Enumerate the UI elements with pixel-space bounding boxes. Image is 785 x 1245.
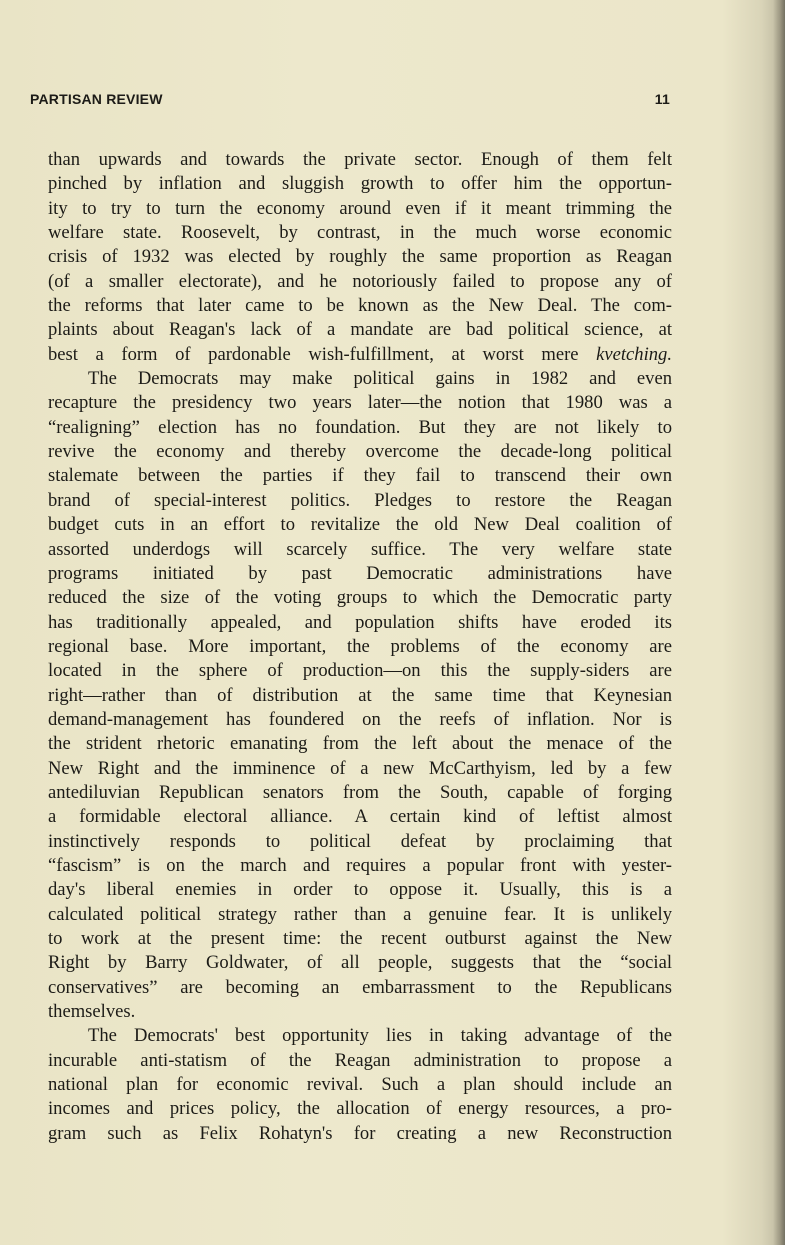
- text-line: conservatives” are becoming an embarrassment to the Republicans: [48, 976, 672, 998]
- text-line: incurable anti-statism of the Reagan administration to propose a: [48, 1049, 672, 1071]
- italic-word: kvetching.: [596, 343, 672, 365]
- text-line: a formidable electoral alliance. A certain kind of leftist almost: [48, 806, 672, 828]
- text-line: Right by Barry Goldwater, of all people, suggests that the “social: [48, 952, 672, 974]
- text-line: than upwards and towards the private sector. Enough of them felt: [48, 149, 672, 170]
- text-line: ity to try to turn the economy around even if it meant trimming the: [48, 197, 672, 219]
- running-head: [30, 91, 670, 113]
- text-line: themselves.: [48, 1001, 136, 1023]
- text-line: programs initiated by past Democratic administrations have: [48, 562, 672, 584]
- text-line: right—rather than of distribution at the same time that Keynesian: [48, 684, 672, 706]
- text-line: brand of special-interest politics. Pledges to restore the Reagan: [48, 489, 672, 511]
- text-line: located in the sphere of production—on this the supply-siders are: [48, 660, 672, 682]
- text-line: pinched by inflation and sluggish growth to offer him the opportun-: [48, 173, 672, 195]
- paragraph-3: [48, 1024, 672, 1146]
- text-line: The Democrats may make political gains in 1982 and even: [88, 368, 672, 390]
- text-line: reduced the size of the voting groups to which the Democratic party: [48, 587, 672, 609]
- body-text: [48, 148, 672, 1146]
- text-line-start: best a form of pardonable wish-fulfillment, at worst mere: [48, 343, 597, 365]
- text-line: New Right and the imminence of a new McCarthyism, led by a few: [48, 757, 672, 779]
- text-line: gram such as Felix Rohatyn's for creating a new Reconstruction: [48, 1122, 672, 1144]
- page-number: 11: [654, 91, 670, 107]
- text-line-with-italic: [48, 343, 672, 367]
- text-line: the reforms that later came to be known as the New Deal. The com-: [48, 295, 672, 317]
- text-line: budget cuts in an effort to revitalize the old New Deal coalition of: [48, 514, 672, 536]
- text-line: has traditionally appealed, and population shifts have eroded its: [48, 611, 672, 633]
- page-spine-shadow: [773, 0, 785, 1245]
- text-line: incomes and prices policy, the allocation of energy resources, a pro-: [48, 1098, 672, 1120]
- text-line: The Democrats' best opportunity lies in taking advantage of the: [88, 1025, 672, 1047]
- text-line: plaints about Reagan's lack of a mandate are bad political science, at: [48, 319, 672, 341]
- text-line: “fascism” is on the march and requires a popular front with yester-: [48, 854, 672, 876]
- text-line: revive the economy and thereby overcome the decade-long political: [48, 441, 672, 463]
- text-line: recapture the presidency two years later—the notion that 1980 was a: [48, 392, 672, 414]
- text-line: (of a smaller electorate), and he notoriously failed to propose any of: [48, 270, 672, 292]
- text-line: calculated political strategy rather than a genuine fear. It is unlikely: [48, 903, 672, 925]
- running-title: PARTISAN REVIEW: [30, 91, 163, 107]
- text-line: national plan for economic revival. Such a plan should include an: [48, 1074, 672, 1096]
- text-line: demand-management has foundered on the reefs of inflation. Nor is: [48, 708, 672, 730]
- text-line: to work at the present time: the recent outburst against the New: [48, 928, 672, 949]
- text-line: regional base. More important, the problems of the economy are: [48, 635, 672, 657]
- paragraph-1: [48, 148, 672, 367]
- text-line: antediluvian Republican senators from the South, capable of forging: [48, 781, 672, 803]
- text-line: day's liberal enemies in order to oppose it. Usually, this is a: [48, 879, 672, 901]
- text-line: instinctively responds to political defeat by proclaiming that: [48, 830, 672, 852]
- text-line: “realigning” election has no foundation. But they are not likely to: [48, 416, 672, 438]
- text-line: stalemate between the parties if they fail to transcend their own: [48, 465, 672, 487]
- text-line: the strident rhetoric emanating from the left about the menace of the: [48, 733, 672, 755]
- paragraph-2: [48, 367, 672, 1024]
- text-line: crisis of 1932 was elected by roughly the same proportion as Reagan: [48, 246, 672, 268]
- text-line: assorted underdogs will scarcely suffice. The very welfare state: [48, 538, 672, 560]
- text-line: welfare state. Roosevelt, by contrast, in the much worse economic: [48, 222, 672, 244]
